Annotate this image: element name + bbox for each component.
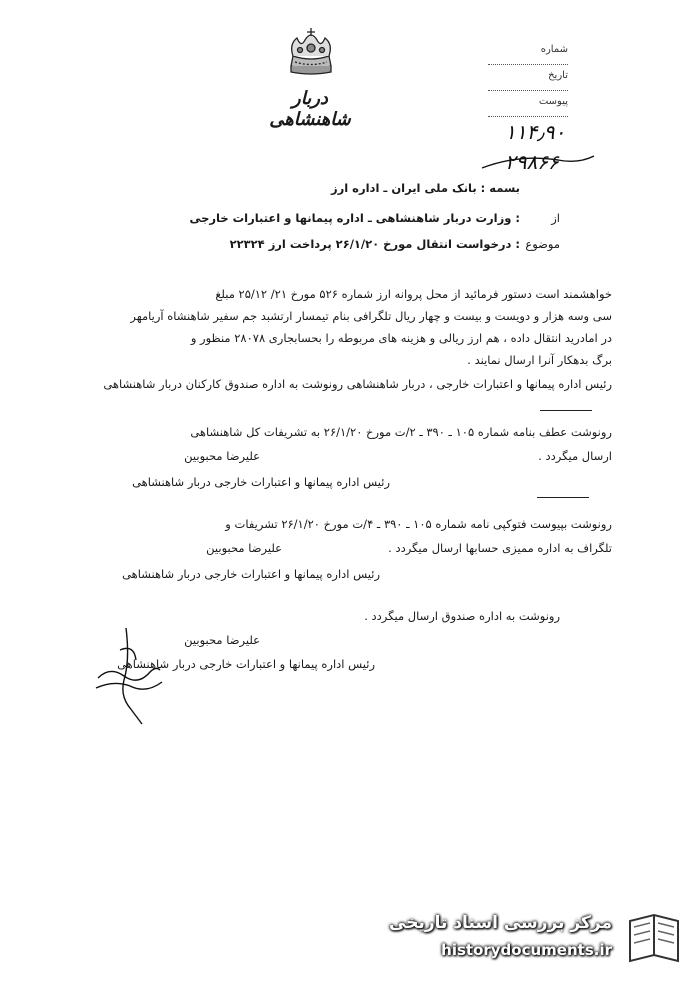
number-field — [478, 44, 568, 68]
date-label: تاریخ — [548, 70, 568, 81]
body-line-1: خواهشمند است دستور فرمائید از محل پروانه ارز شماره ۵۲۶ مورخ ۲۱/ ۲۵/۱۲ مبلغ — [215, 287, 612, 301]
number-label: شماره — [540, 44, 568, 55]
watermark-title: مرکز بررسی اسناد تاریخی — [389, 913, 612, 933]
copy2-name: علیرضا محبوبین — [206, 541, 282, 555]
separator-1 — [540, 410, 592, 411]
copy3-name: علیرضا محبوبین — [184, 633, 260, 647]
copy2-line-2: تلگراف به اداره ممیزی حسابها ارسال میگردد . — [388, 541, 612, 555]
copy3-line-1: رونوشت به اداره صندوق ارسال میگردد . — [364, 609, 560, 623]
handwritten-signature — [90, 620, 170, 730]
attachment-label: پیوست — [538, 96, 568, 107]
copy1-line-2: ارسال میگردد . — [538, 449, 612, 463]
handwritten-stroke — [478, 148, 598, 178]
attachment-blank — [488, 107, 568, 117]
date-field — [478, 70, 568, 94]
court-name: دربار شاهنشاهی — [269, 88, 351, 130]
copy1-line-1: رونوشت عطف بنامه شماره ۱۰۵ ـ ۳۹۰ ـ ۲/ت مورخ ۲۶/۱/۲۰ به تشریفات کل شاهنشاهی — [190, 425, 612, 439]
subject-label: موضوع — [525, 237, 560, 251]
addressee: بسمه : بانک ملی ایران ـ اداره ارز — [331, 181, 520, 195]
handwritten-number-2: ۲۹۸۶۶ — [505, 150, 559, 174]
watermark-url[interactable]: historydocuments.ir — [441, 941, 612, 959]
copy1-title: رئیس اداره پیمانها و اعتبارات خارجی دربار شاهنشاهی — [132, 475, 390, 489]
watermark — [389, 905, 690, 975]
number-blank — [488, 55, 568, 65]
body-line-4: برگ بدهکار آنرا ارسال نمایند . — [467, 353, 612, 367]
separator-2 — [537, 497, 589, 498]
date-blank — [488, 81, 568, 91]
from-label: از — [551, 211, 560, 225]
attachment-field — [478, 96, 568, 120]
handwritten-number-1: ۱۱۴٫۹۰ — [505, 120, 566, 144]
copy1-name: علیرضا محبوبین — [184, 449, 260, 463]
body-line-3: در امادرید انتقال داده ، هم ارز ریالی و هزینه های مربوطه را بحسابجاری ۲۸۰۷۸ منظور و — [190, 331, 612, 345]
crown-emblem-icon — [283, 26, 339, 76]
copy2-title: رئیس اداره پیمانها و اعتبارات خارجی دربار شاهنشاهی — [122, 567, 380, 581]
copy3-title: رئیس اداره پیمانها و اعتبارات خارجی دربار شاهنشاهی — [117, 657, 375, 671]
from-value: : وزارت دربار شاهنشاهی ـ اداره پیمانها و اعتبارات خارجی — [189, 211, 520, 225]
body-line-2: سی وسه هزار و دویست و بیست و چهار ریال تلگرافی بنام تیمسار ارتشبد جم سفیر شاهنشاه آریامهر — [130, 309, 612, 323]
subject-value: : درخواست انتقال مورخ ۲۶/۱/۲۰ پرداخت ارز ۲۲۳۲۴ — [229, 237, 520, 251]
body-signature: رئیس اداره پیمانها و اعتبارات خارجی ، دربار شاهنشاهی رونوشت به اداره صندوق کارکنان دربار شاهنشاهی — [103, 377, 612, 391]
book-logo-icon — [624, 911, 684, 969]
copy2-line-1: رونوشت بپیوست فتوکپی نامه شماره ۱۰۵ ـ ۳۹۰ ـ ۴/ت مورخ ۲۶/۱/۲۰ تشریفات و — [225, 517, 612, 531]
